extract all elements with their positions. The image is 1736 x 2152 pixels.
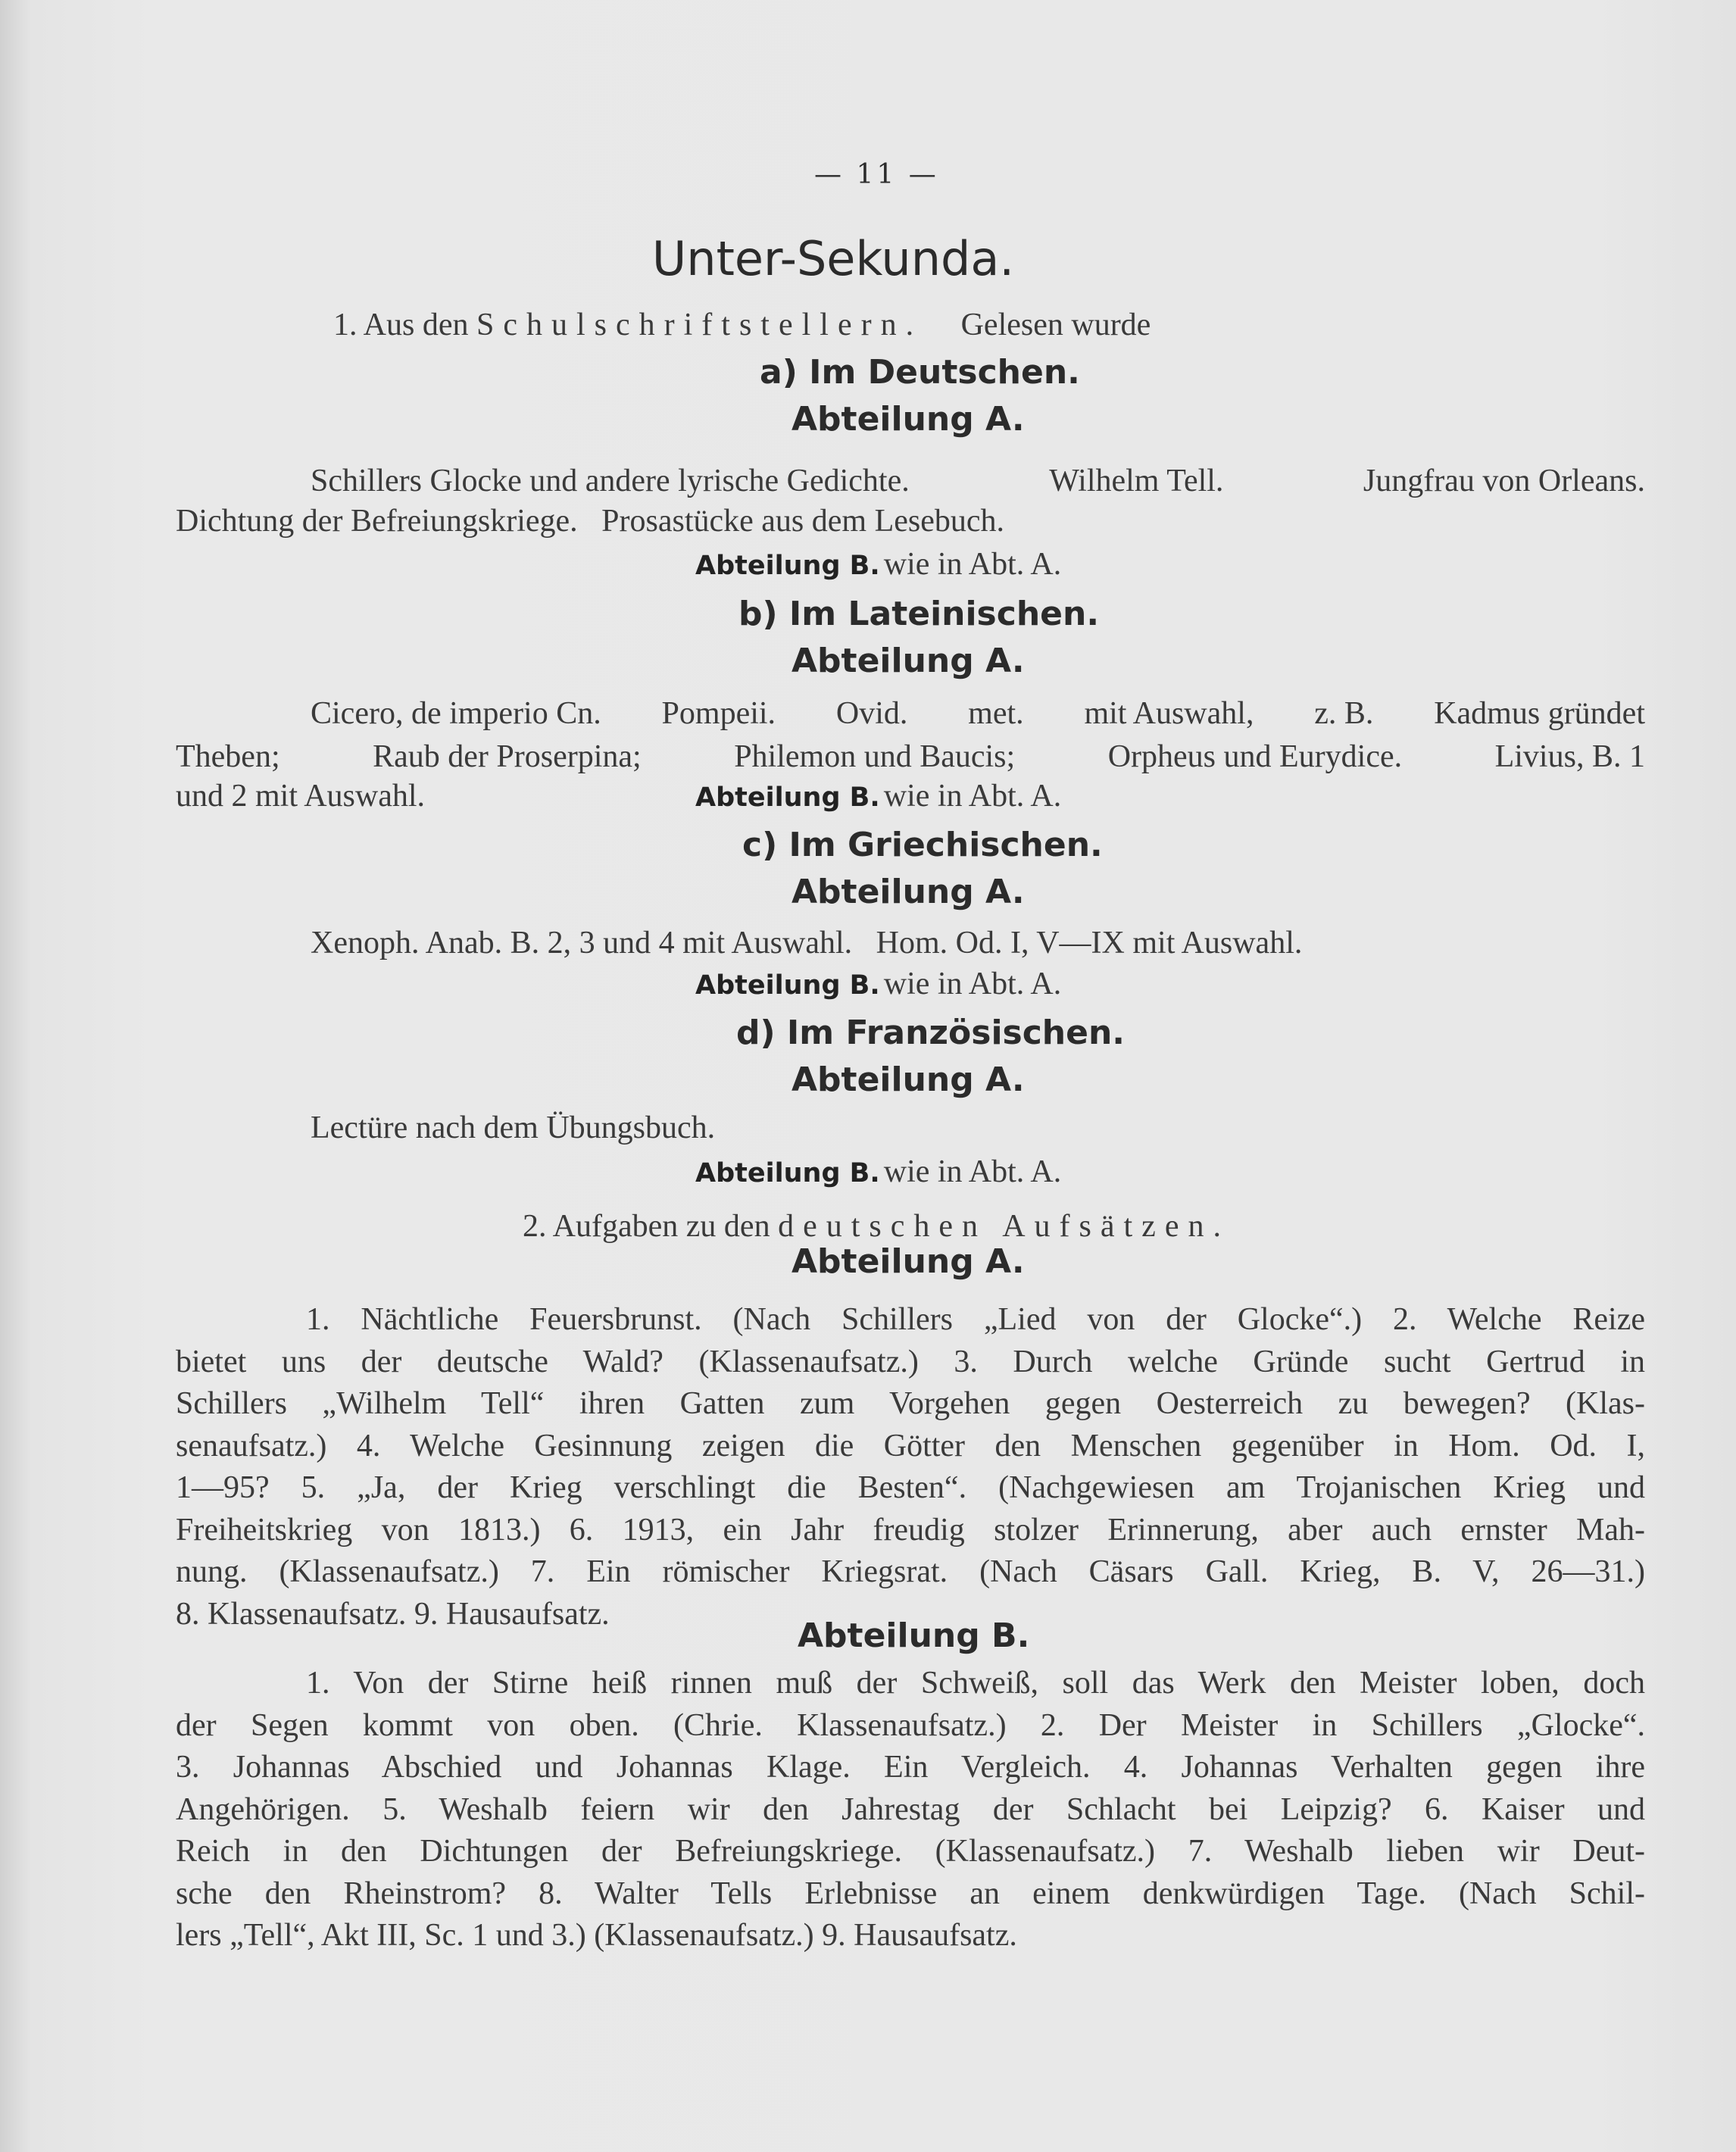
paragraph-line: lers „Tell“, Akt III, Sc. 1 und 3.) (Klassenaufsatz.) 9. Hausaufsatz. — [176, 1918, 1017, 1953]
latein-line-2 — [176, 739, 1645, 775]
abt-b-tail: wie in Abt. A. — [883, 779, 1062, 814]
latein-line-3: und 2 mit Auswahl. — [176, 779, 426, 814]
paragraph-line: nung. (Klassenaufsatz.) 7. Ein römischer Kriegsrat. (Nach Cäsars Gall. Krieg, B. V, 26—31.) — [176, 1554, 1645, 1589]
abt-b-label: Abteilung B. — [695, 1158, 880, 1188]
paragraph-line: bietet uns der deutsche Wald? (Klassenaufsatz.) 3. Durch welche Gründe sucht Gertrud in — [176, 1344, 1645, 1379]
paragraph-line: Reich in den Dichtungen der Befreiungskriege. (Klassenaufsatz.) 7. Weshalb lieben wir Deut- — [176, 1834, 1645, 1869]
section2-line — [523, 1208, 1230, 1245]
griechisch-line-1: Xenoph. Anab. B. 2, 3 und 4 mit Auswahl. Hom. Od. I, V—IX mit Auswahl. — [311, 926, 1303, 960]
text-segment: Jungfrau von Orleans. — [1363, 464, 1645, 498]
franzoesisch-abt-b — [695, 1154, 1061, 1190]
heading-franzoesisch-abt-a: Abteilung A. — [792, 1060, 1025, 1099]
latein-line-1 — [311, 695, 1645, 732]
heading-latein-abt-a: Abteilung A. — [792, 642, 1025, 680]
heading-section2-abt-b: Abteilung B. — [798, 1616, 1030, 1655]
text-segment: Orpheus und Eurydice. — [1107, 739, 1403, 774]
heading-deutsch-abt-a: Abteilung A. — [792, 400, 1025, 439]
section1-spaced: Schulschriftstellern. — [476, 308, 923, 342]
section2-spaced: deutschen Aufsätzen. — [778, 1209, 1230, 1244]
section2-abt-b-paragraph — [176, 1663, 1645, 1957]
section1-line — [333, 307, 1151, 343]
section2-abt-a-paragraph — [176, 1299, 1645, 1635]
text-segment: Pompeii. — [661, 696, 776, 731]
heading-section2-abt-a: Abteilung A. — [792, 1242, 1025, 1281]
text-segment: Kadmus gründet — [1434, 696, 1645, 731]
page-title: Unter-Sekunda. — [651, 231, 1015, 286]
abt-b-label: Abteilung B. — [695, 551, 880, 581]
text-segment: met. — [968, 696, 1024, 731]
text-segment: Schillers Glocke und andere lyrische Gedichte. — [311, 464, 910, 498]
deutsch-line-2: Dichtung der Befreiungskriege. Prosastücke aus dem Lesebuch. — [176, 504, 1005, 539]
paragraph-line: 1—95? 5. „Ja, der Krieg verschlingt die Besten“. (Nachgewiesen am Trojanischen Krieg und — [176, 1470, 1645, 1505]
text-segment: Raub der Proserpina; — [373, 739, 642, 774]
franzoesisch-line-1: Lectüre nach dem Übungsbuch. — [311, 1110, 716, 1145]
paragraph-line: sche den Rheinstrom? 8. Walter Tells Erlebnisse an einem denkwürdigen Tage. (Nach Schil- — [176, 1876, 1645, 1911]
latein-abt-b — [695, 778, 1061, 814]
text-segment: Cicero, de imperio Cn. — [311, 696, 601, 731]
paragraph-line: Schillers „Wilhelm Tell“ ihren Gatten zum Vorgehen gegen Oesterreich zu bewegen? (Klas- — [176, 1386, 1645, 1421]
abt-b-tail: wie in Abt. A. — [883, 1154, 1062, 1189]
section1-tail: Gelesen wurde — [960, 308, 1151, 342]
paragraph-line: 8. Klassenaufsatz. 9. Hausaufsatz. — [176, 1596, 610, 1632]
abt-b-label: Abteilung B. — [695, 782, 880, 813]
text-segment: Ovid. — [835, 696, 908, 731]
griechisch-abt-b — [695, 966, 1061, 1002]
paragraph-line: Angehörigen. 5. Weshalb feiern wir den Jahrestag der Schlacht bei Leipzig? 6. Kaiser und — [176, 1791, 1645, 1827]
text-segment: Philemon und Baucis; — [734, 739, 1016, 774]
deutsch-abt-b — [695, 546, 1061, 583]
text-segment: z. B. — [1314, 696, 1374, 731]
text-segment: Wilhelm Tell. — [1049, 464, 1224, 498]
paragraph-line: 1. Nächtliche Feuersbrunst. (Nach Schillers „Lied von der Glocke“.) 2. Welche Reize — [306, 1302, 1645, 1337]
section2-num: 2. Aufgaben zu den — [523, 1209, 770, 1244]
text-segment: Theben; — [176, 739, 280, 774]
deutsch-line-1 — [311, 463, 1645, 499]
abt-b-label: Abteilung B. — [695, 970, 880, 1001]
heading-griechisch: c) Im Griechischen. — [742, 826, 1103, 864]
heading-latein: b) Im Lateinischen. — [738, 595, 1100, 633]
paragraph-line: senaufsatz.) 4. Welche Gesinnung zeigen die Götter den Menschen gegenüber in Hom. Od. I, — [176, 1428, 1645, 1463]
paragraph-line: Freiheitskrieg von 1813.) 6. 1913, ein Jahr freudig stolzer Erinnerung, aber auch ernster Mah- — [176, 1512, 1645, 1548]
paragraph-line: 1. Von der Stirne heiß rinnen muß der Schweiß, soll das Werk den Meister loben, doch — [306, 1666, 1645, 1701]
page-number: — 11 — — [814, 159, 939, 190]
heading-griechisch-abt-a: Abteilung A. — [792, 873, 1025, 911]
abt-b-tail: wie in Abt. A. — [883, 967, 1062, 1001]
text-segment: mit Auswahl, — [1084, 696, 1254, 731]
abt-b-tail: wie in Abt. A. — [883, 547, 1062, 582]
paragraph-line: 3. Johannas Abschied und Johannas Klage. Ein Vergleich. 4. Johannas Verhalten gegen ihre — [176, 1750, 1645, 1785]
section1-num: 1. Aus den — [333, 308, 469, 342]
heading-franzoesisch: d) Im Französischen. — [736, 1014, 1126, 1052]
text-segment: Livius, B. 1 — [1494, 739, 1645, 774]
paragraph-line: der Segen kommt von oben. (Chrie. Klassenaufsatz.) 2. Der Meister in Schillers „Glocke“. — [176, 1707, 1645, 1743]
heading-deutsch: a) Im Deutschen. — [760, 353, 1080, 392]
